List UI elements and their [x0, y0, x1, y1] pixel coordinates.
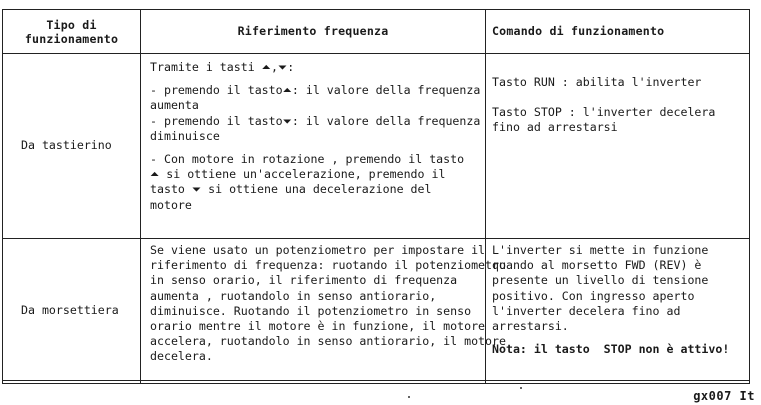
table-header-row: [3, 10, 750, 54]
table-row: [3, 239, 750, 384]
scan-speck: [520, 387, 522, 389]
scan-speck: [408, 396, 410, 398]
row-terminal-command: L'inverter si mette in funzione quando al morsetto FWD (REV) è presente un livello di tensione positivo. Con ingresso aperto l'inverter decelera fino ad arrestarsi. Nota: il tasto STOP non è attivo!: [486, 239, 750, 384]
header-run-command: Comando di funzionamento: [486, 10, 750, 54]
run-key-text: Tasto RUN : abilita l'inverter: [492, 75, 702, 89]
operation-table: [2, 9, 750, 384]
row-terminal-frequency: Se viene usato un potenziometro per impostare il riferimento di frequenza: ruotando il potenziometro in senso orario, il riferimento di frequenza aumenta , ruotandolo in senso antiorario, diminuisce. Ruotando il potenziometro in senso orario mentre il motore è in funzione, il motore accelera, ruotandolo in senso antiorario, il motore decelera.: [141, 239, 486, 384]
header-frequency-reference: Riferimento frequenza: [141, 10, 486, 54]
row-keypad-frequency: Tramite i tasti ⏶,⏷: - premendo il tasto⏶: il valore della frequenza aumenta - premendo il tasto⏷: il valore della frequenza diminuisce - Con motore in rotazione , premendo il tasto ⏶ si ottiene un'accelerazione, premendo il tasto ⏷ si ottiene una decelerazione del motore: [141, 54, 486, 239]
stop-key-text: Tasto STOP : l'inverter decelera: [492, 105, 716, 120]
header-operation-type: Tipo di funzionamento: [3, 10, 141, 54]
table-row: [3, 54, 750, 239]
row-keypad-type: Da tastierino: [3, 54, 141, 239]
bottom-rule: [2, 380, 749, 381]
stop-key-note: Nota: il tasto STOP non è attivo!: [492, 342, 730, 357]
row-terminal-type: Da morsettiera: [3, 239, 141, 384]
row-keypad-command: Tasto RUN : abilita l'inverter Tasto STOP : l'inverter decelera fino ad arrestarsi: [486, 54, 750, 239]
figure-code: gx007 It: [693, 389, 755, 403]
